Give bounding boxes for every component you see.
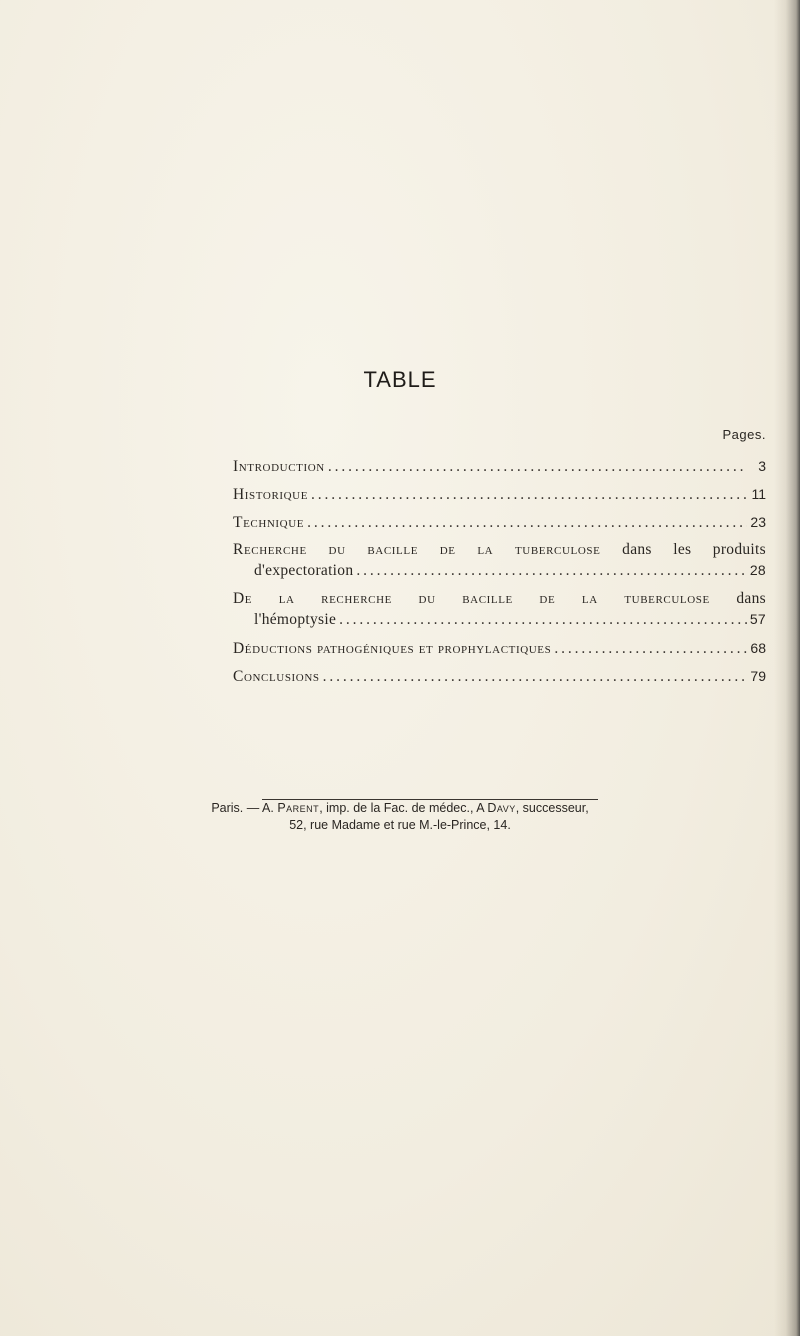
toc-entry-page: 79 [750, 668, 766, 684]
toc-entry-label-rest: dans [736, 590, 766, 607]
imprint-middle: , imp. de la Fac. de médec., A [319, 801, 484, 815]
imprint-line-1 [0, 800, 800, 817]
toc-entry-label: De la recherche du bacille de la tuberculose [233, 590, 710, 607]
toc-entry-first-line [233, 589, 766, 609]
toc-entry-first-line [233, 540, 766, 560]
leader-dots [323, 667, 747, 687]
toc-entry-page: 68 [750, 640, 766, 656]
toc-entry-page: 3 [758, 458, 766, 474]
table-of-contents [233, 456, 766, 694]
leader-dots [307, 513, 747, 533]
toc-entry-technique [233, 512, 766, 540]
leader-dots [356, 561, 746, 581]
leader-dots [339, 610, 747, 630]
leader-dots [328, 457, 747, 477]
toc-entry-label-rest: dans les produits [622, 541, 766, 558]
printer-imprint [0, 800, 800, 834]
toc-entry-recherche-hemoptysie [233, 589, 766, 638]
toc-entry-introduction [233, 456, 766, 484]
imprint-printer: Parent [277, 801, 320, 815]
toc-entry-continuation: l'hémoptysie [254, 611, 337, 628]
imprint-suffix: , successeur, [515, 801, 589, 815]
leader-dots [311, 485, 747, 505]
toc-entry-page: 23 [750, 514, 766, 530]
toc-entry-recherche-expectoration [233, 540, 766, 589]
page-title: TABLE [363, 367, 437, 392]
toc-entry-page: 57 [749, 611, 766, 627]
toc-entry-page: 11 [751, 486, 766, 502]
toc-entry-label: Introduction [233, 458, 325, 475]
toc-entry-page: 28 [749, 562, 766, 578]
imprint-successor: Davy [487, 801, 516, 815]
toc-entry-historique [233, 484, 766, 512]
toc-entry-deductions [233, 638, 766, 666]
toc-entry-label: Historique [233, 486, 309, 503]
toc-entry-label: Déductions pathogéniques et prophylactiques [233, 640, 552, 657]
page-edge-shadow [774, 0, 800, 1336]
toc-entry-continuation: d'expectoration [254, 562, 354, 579]
pages-column-label: Pages. [722, 427, 766, 442]
imprint-line-2: 52, rue Madame et rue M.-le-Prince, 14. [289, 818, 511, 832]
leader-dots [554, 639, 747, 659]
toc-entry-label: Recherche du bacille de la tuberculose [233, 541, 601, 558]
imprint-city: Paris. — A. [211, 801, 274, 815]
toc-entry-conclusions [233, 666, 766, 694]
toc-entry-label: Technique [233, 514, 305, 531]
toc-entry-label: Conclusions [233, 668, 320, 685]
